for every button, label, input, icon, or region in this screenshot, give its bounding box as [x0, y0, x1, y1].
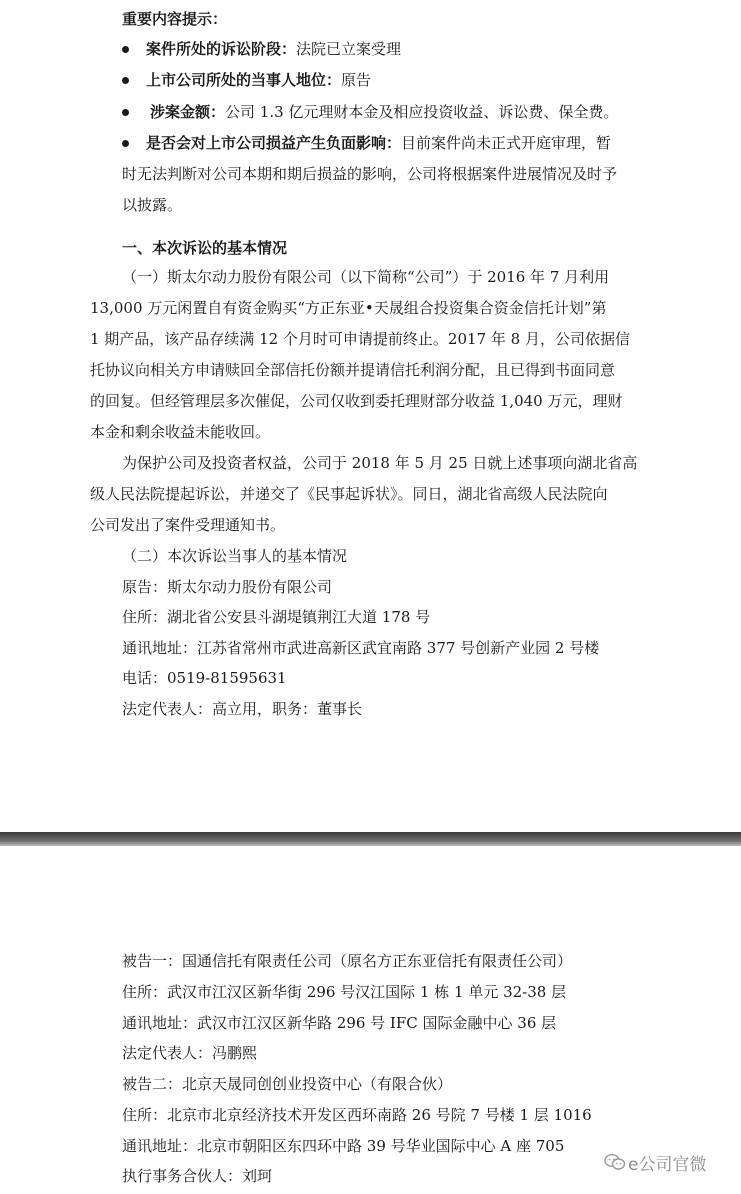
highlight-item: [146, 38, 401, 59]
subsection-title: （二）本次诉讼当事人的基本情况: [122, 547, 348, 565]
party-line: 住所：湖北省公安县斗湖堤镇荆江大道 178 号: [122, 608, 431, 626]
party-line: 通讯地址：武汉市江汉区新华路 296 号 IFC 国际金融中心 36 层: [122, 1014, 557, 1032]
bullet-icon: [122, 46, 129, 53]
party-line: 原告：斯太尔动力股份有限公司: [122, 578, 333, 596]
highlight-label: 涉案金额：: [150, 103, 226, 121]
paragraph-line: 公司发出了案件受理通知书。: [90, 516, 286, 534]
party-line: 住所：北京市北京经济技术开发区西环南路 26 号院 7 号楼 1 层 1016: [122, 1106, 592, 1124]
bullet-icon: [122, 109, 129, 116]
bullet-icon: [122, 140, 129, 147]
highlights-heading: 重要内容提示：: [122, 10, 228, 28]
highlight-value: 公司 1.3 亿元理财本金及相应投资收益、诉讼费、保全费。: [225, 103, 619, 121]
party-line: 住所：武汉市江汉区新华街 296 号汉江国际 1 栋 1 单元 32-38 层: [122, 983, 567, 1001]
highlight-value: 法院已立案受理: [296, 40, 402, 58]
party-line: 通讯地址：北京市朝阳区东四环中路 39 号华业国际中心 A 座 705: [122, 1137, 565, 1155]
highlight-label: 案件所处的诉讼阶段：: [146, 40, 297, 58]
party-line: 法定代表人：冯鹏熙: [122, 1044, 258, 1062]
paragraph-line: 级人民法院提起诉讼，并递交了《民事起诉状》。同日，湖北省高级人民法院向: [90, 485, 608, 503]
party-line: 法定代表人：高立用，职务：董事长: [122, 700, 363, 718]
highlight-item: [150, 101, 618, 122]
watermark-text: e公司官微: [628, 1155, 707, 1175]
party-line: 被告二：北京天晟同创创业投资中心（有限合伙）: [122, 1075, 453, 1093]
highlight-value: 目前案件尚未正式开庭审理，暂: [401, 134, 612, 152]
paragraph-line: 13,000 万元闲置自有资金购买“方正东亚•天晟组合投资集合资金信托计划”第: [90, 299, 607, 317]
bullet-icon: [122, 77, 129, 84]
text-line: 时无法判断对公司本期和期后损益的影响，公司将根据案件进展情况及时予: [122, 165, 618, 183]
party-line: 通讯地址：江苏省常州市武进高新区武宜南路 377 号创新产业园 2 号楼: [122, 639, 600, 657]
highlight-item: [146, 132, 611, 153]
paragraph-line: 1 期产品，该产品存续满 12 个月时可申请提前终止。2017 年 8 月，公司依据信: [90, 330, 630, 348]
party-line: 电话：0519-81595631: [122, 669, 287, 687]
section-title: 一、本次诉讼的基本情况: [122, 239, 288, 257]
highlight-label: 上市公司所处的当事人地位：: [146, 71, 342, 89]
paragraph-line: 托协议向相关方申请赎回全部信托份额并提请信托利润分配，且已得到书面同意: [90, 361, 616, 379]
party-line: 执行事务合伙人：刘珂: [122, 1167, 273, 1185]
wechat-icon: [604, 1153, 626, 1171]
paragraph-line: 为保护公司及投资者权益，公司于 2018 年 5 月 25 日就上述事项向湖北省高: [122, 454, 638, 472]
paragraph-line: 本金和剩余收益未能收回。: [90, 423, 271, 441]
party-line: 被告一：国通信托有限责任公司（原名方正东亚信托有限责任公司）: [122, 952, 573, 970]
paragraph-line: 的回复。但经管理层多次催促，公司仅收到委托理财部分收益 1,040 万元，理财: [90, 392, 623, 410]
highlight-label: 是否会对上市公司损益产生负面影响：: [146, 134, 402, 152]
text-line: 以披露。: [122, 196, 183, 214]
highlight-value: 原告: [341, 71, 372, 89]
paragraph-line: （一）斯太尔动力股份有限公司（以下简称“公司”）于 2016 年 7 月利用: [122, 268, 610, 286]
page-divider: [0, 832, 741, 846]
highlight-item: [146, 69, 371, 90]
